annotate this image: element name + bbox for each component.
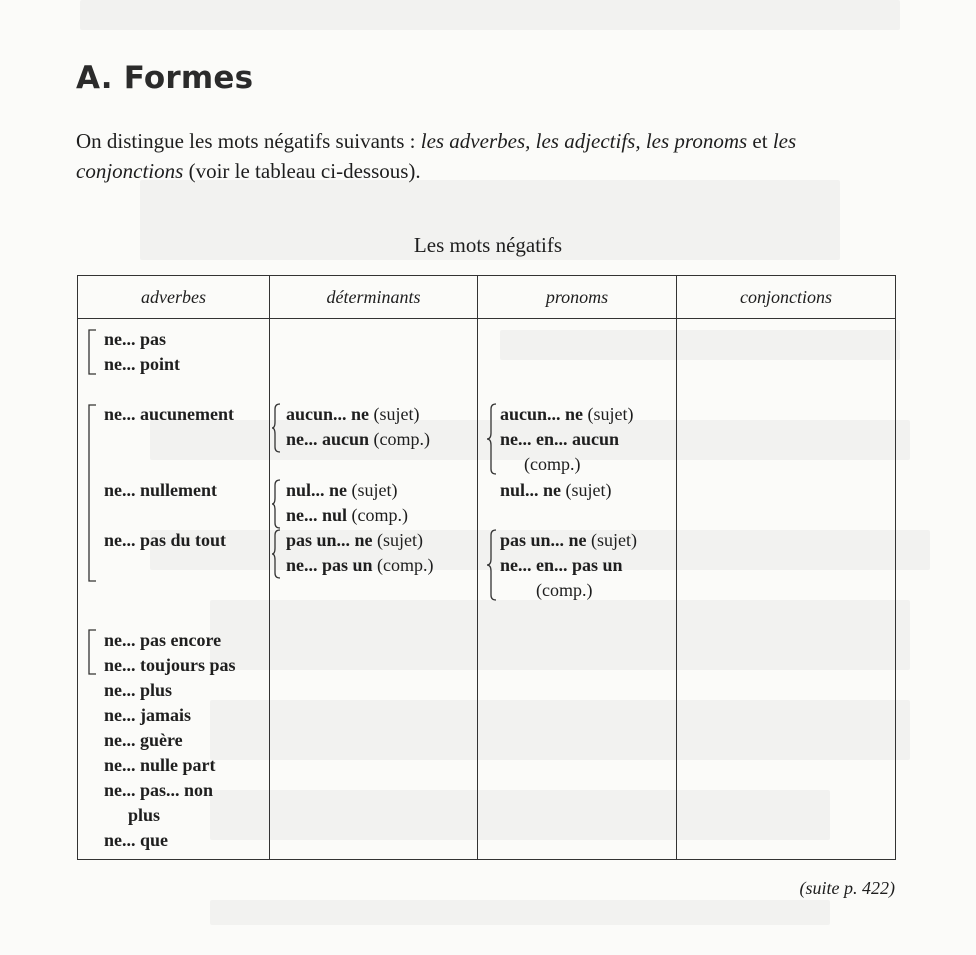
determinants-cell [270,319,477,859]
intro-italic-1: les adverbes, les adjectifs, les pronoms [420,129,748,153]
brace-determinants-1 [272,403,282,453]
determinant-line: pas un... ne (sujet) [286,530,424,550]
section-heading: A. Formes [76,60,254,96]
pronom-line: ne... en... aucun [500,429,620,449]
adverbe-line: ne... point [104,354,181,374]
bracket-adverbes-3 [88,629,98,675]
table-body-row [78,319,896,860]
pronom-line: (comp.) [536,580,593,600]
determinant-line: nul... ne (sujet) [286,480,398,500]
intro-text-1: On distingue les mots négatifs suivants : [76,129,421,153]
intro-text-2: et [747,129,773,153]
determinant-line: aucun... ne (sujet) [286,404,420,424]
header-adverbes: adverbes [78,276,270,319]
header-conjonctions: conjonctions [677,276,896,319]
adverbe-line: ne... pas encore [104,630,222,650]
adverbe-line: ne... pas [104,329,167,349]
header-pronoms: pronoms [478,276,677,319]
pronoms-cell [478,319,676,859]
adverbe-line: ne... aucunement [104,404,234,424]
adverbe-line: ne... jamais [104,705,191,725]
adverbe-line: ne... nulle part [104,755,216,775]
brace-determinants-2 [272,479,282,529]
table-header-row [78,276,896,319]
pronom-line: nul... ne (sujet) [500,480,612,500]
adverbe-line: ne... guère [104,730,183,750]
pronom-line: pas un... ne (sujet) [500,530,638,550]
column-adverbes [78,319,270,860]
determinant-line: ne... pas un (comp.) [286,555,434,575]
column-pronoms [478,319,677,860]
adverbe-line: ne... plus [104,680,173,700]
table-caption: Les mots négatifs [413,233,563,257]
bracket-adverbes-2 [88,404,98,582]
pronom-line: aucun... ne (sujet) [500,404,634,424]
intro-italic-2: les conjonctions [76,129,797,183]
brace-determinants-3 [272,529,282,579]
intro-paragraph [76,126,898,186]
continuation-note: (suite p. 422) [799,878,895,898]
bracket-adverbes-1 [88,329,98,375]
brace-pronoms-1 [486,403,498,475]
determinant-line: ne... aucun (comp.) [286,429,431,449]
negative-words-table [77,275,896,860]
pronom-line: (comp.) [524,454,581,474]
adverbe-line: plus [128,805,161,825]
adverbe-line: ne... nullement [104,480,218,500]
adverbe-line: ne... que [104,830,169,850]
conjonctions-cell [677,319,895,859]
brace-pronoms-2 [486,529,498,601]
determinant-line: ne... nul (comp.) [286,505,409,525]
adverbe-line: ne... pas... non [104,780,214,800]
header-determinants: déterminants [270,276,478,319]
pronom-line: ne... en... pas un [500,555,623,575]
adverbe-line: ne... toujours pas [104,655,236,675]
intro-text-3: (voir le tableau ci-dessous). [183,159,421,183]
column-determinants [270,319,478,860]
adverbe-line: ne... pas du tout [104,530,227,550]
column-conjonctions [677,319,896,860]
adverbes-cell [78,319,269,859]
